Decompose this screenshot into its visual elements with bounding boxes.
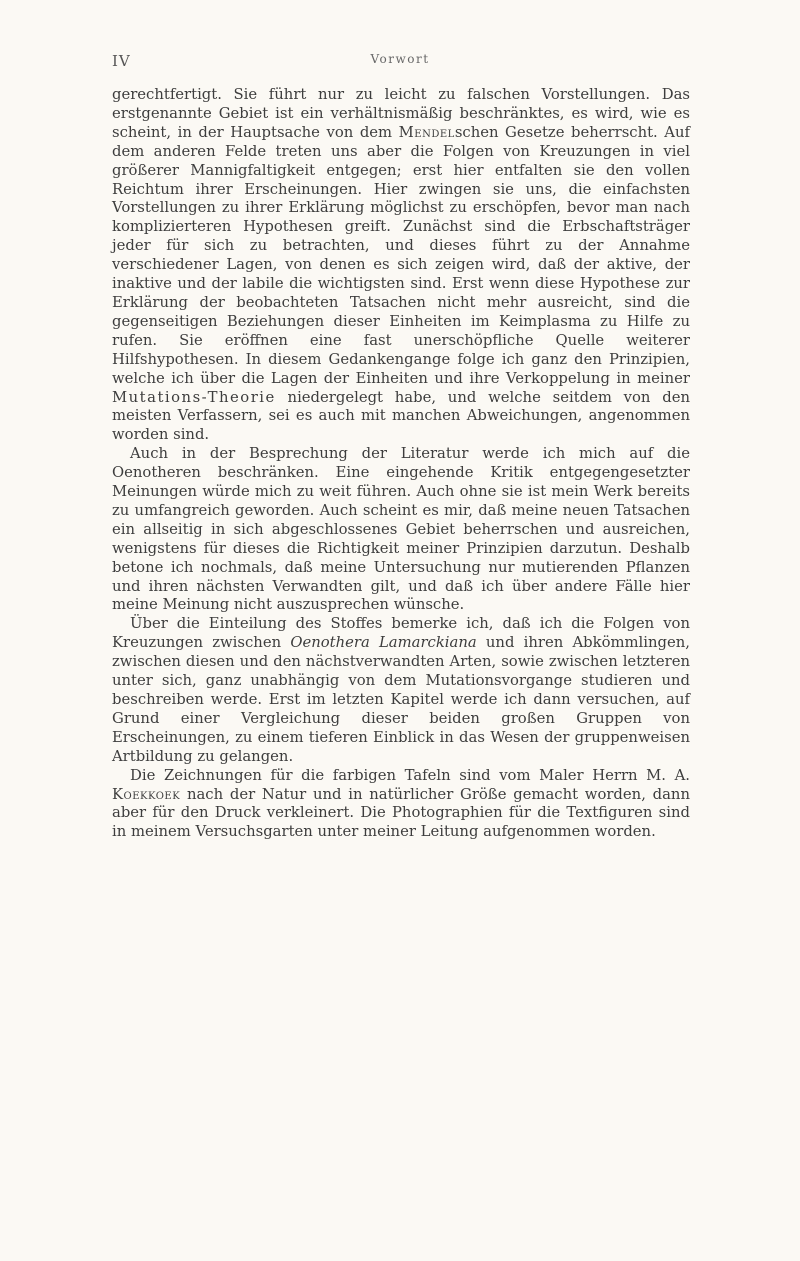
page-number: IV <box>112 52 131 70</box>
paragraph-1 <box>112 86 690 445</box>
paragraph-1-part-c: niedergelegt habe, und welche seitdem von den meisten Verfassern, sei es auch mit manchen Abweichungen, angenommen worden sind. <box>112 388 690 444</box>
author-name-mendel: Mendel <box>398 123 455 141</box>
species-name: Oenothera Lamarckiana <box>290 634 477 652</box>
painter-name: Koekkoek <box>112 785 181 803</box>
paragraph-2: Auch in der Besprechung der Literatur werde ich mich auf die Oenotheren beschränken. Eine eingehende Kritik entgegengesetzter Meinungen würde mich zu weit führen. Auch ohne sie ist mein Werk bereits zu umfangreich geworden. Auch scheint es mir, daß meine neuen Tatsachen ein allseitig in sich abgeschlossenes Gebiet beherrschen und ausreichen, wenigstens für dieses die Richtigkeit meiner Prinzipien darzutun. Deshalb betone ich nochmals, daß meine Untersuchung nur mutierenden Pflanzen und ihren nächsten Verwandten gilt, und daß ich über andere Fälle hier meine Meinung nicht auszusprechen wünsche. <box>112 445 690 614</box>
paragraph-3 <box>112 615 690 766</box>
paragraph-3-part-b: und ihren Abkömmlingen, zwischen diesen und den nächstverwandten Arten, sowie zwischen letzteren unter sich, ganz unabhängig von dem Mutationsvorgange studieren und beschreiben werde. Erst im letzten Kapitel werde ich dann versuchen, auf Grund einer Vergleichung dieser beiden großen Gruppen von Erscheinungen, zu einem tieferen Einblick in das Wesen der gruppenweisen Artbildung zu gelangen. <box>112 634 690 765</box>
paragraph-4-part-a: Die Zeichnungen für die farbigen Tafeln sind vom Maler Herrn M. A. <box>130 766 690 784</box>
body-text <box>112 86 690 842</box>
paragraph-3-part-a: Über die Einteilung des Stoffes bemerke ich, daß ich die Folgen von Kreuzungen zwischen <box>112 615 690 652</box>
paragraph-4 <box>112 767 690 843</box>
work-title-mutations-theorie: Mutations-Theorie <box>112 388 276 406</box>
paragraph-1-part-b: schen Gesetze beherrscht. Auf dem anderen Felde treten uns aber die Folgen von Kreuzungen in viel größerer Mannigfaltigkeit entgegen; erst hier entfalten sie den vollen Reichtum ihrer Erscheinungen. Hier zwingen sie uns, die einfachsten Vorstellungen zu ihrer Erklärung möglichst zu erschöpfen, bevor man nach komplizierteren Hypothesen greift. Zunächst sind die Erbschaftsträger jeder für sich zu betrachten, und dieses führt zu der Annahme verschiedener Lagen, von denen es sich zeigen wird, daß der aktive, der inaktive und der labile die wichtigsten sind. Erst wenn diese Hypothese zur Erklärung der beobachteten Tatsachen nicht mehr ausreicht, sind die gegenseitigen Beziehungen dieser Einheiten im Keimplasma zu Hilfe zu rufen. Sie eröffnen eine fast unerschöpfliche Quelle weiterer Hilfshypothesen. In diesem Gedankengange folge ich ganz den Prinzipien, welche ich über die Lagen der Einheiten und ihre Verkoppelung in meiner <box>112 123 690 387</box>
page-header <box>112 52 688 74</box>
paragraph-1-part-a: gerechtfertigt. Sie führt nur zu leicht zu falschen Vorstellungen. Das erstgenannte Gebiet ist ein verhältnismäßig beschränktes, es wird, wie es scheint, in der Hauptsache von dem <box>112 86 690 141</box>
running-head: Vorwort <box>370 52 430 66</box>
paragraph-4-part-b: nach der Natur und in natürlicher Größe gemacht worden, dann aber für den Druck verkleinert. Die Photographien für die Textfiguren sind in meinem Versuchsgarten unter meiner Leitung aufgenommen worden. <box>112 785 690 841</box>
